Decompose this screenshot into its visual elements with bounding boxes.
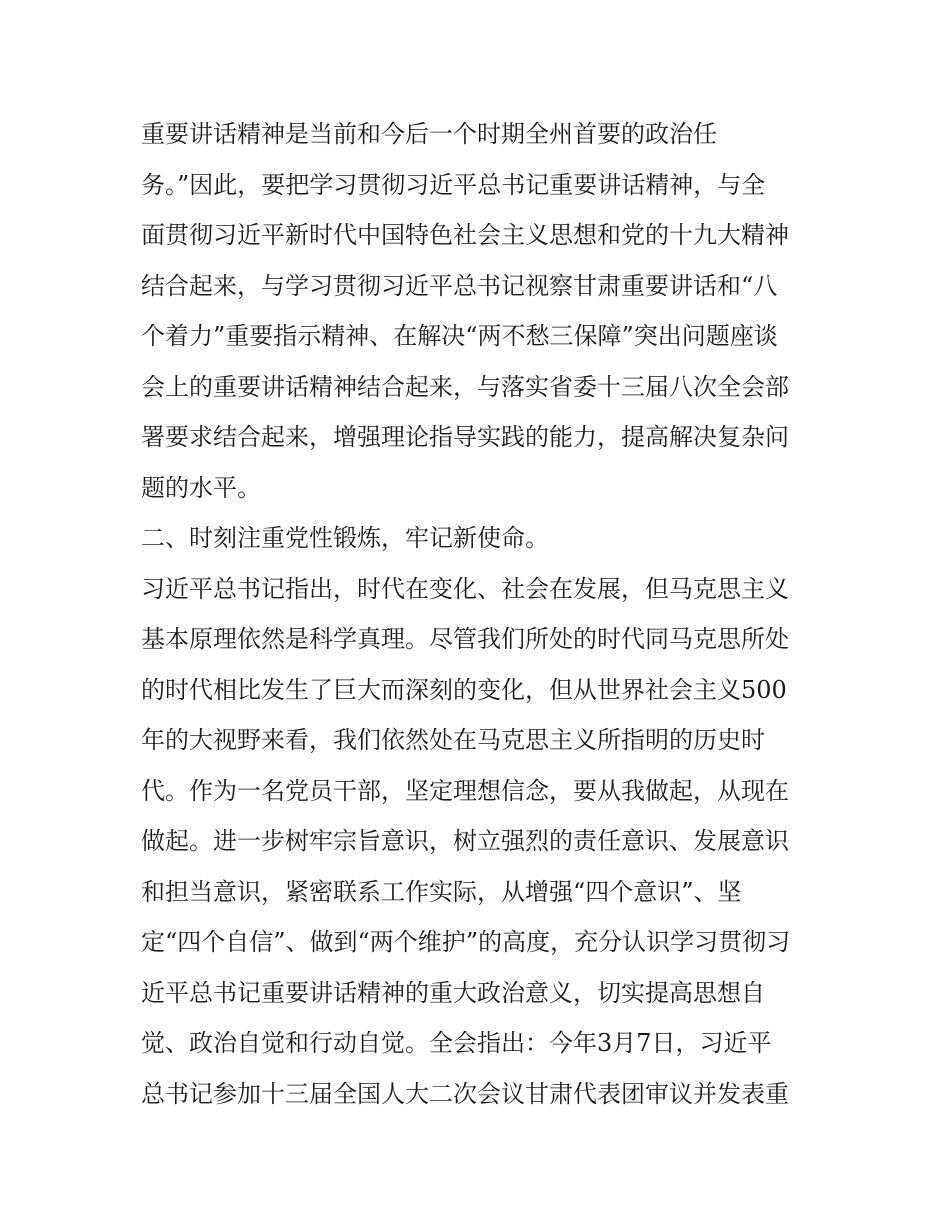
text-line: 和担当意识，紧密联系工作实际，从增强“四个意识”、坚 (141, 877, 742, 906)
text-line: 做起。进一步树牢宗旨意识，树立强烈的责任意识、发展意识 (141, 827, 789, 855)
text-line: 重要讲话精神是当前和今后一个时期全州首要的政治任 (141, 120, 717, 148)
text-line: 结合起来，与学习贯彻习近平总书记视察甘肃重要讲话和“八 (141, 271, 778, 300)
text-line: 题的水平。 (141, 473, 261, 502)
section-heading: 二、时刻注重党性锻炼，牢记新使命。 (141, 524, 549, 552)
text-line: 代。作为一名党员干部，坚定理想信念，要从我做起，从现在 (141, 776, 789, 805)
text-line: 个着力”重要指示精神、在解决“两不愁三保障”突出问题座谈 (141, 322, 778, 350)
text-line: 的时代相比发生了巨大而深刻的变化，但从世界社会主义500 (141, 675, 787, 704)
text-line: 基本原理依然是科学真理。尽管我们所处的时代同马克思所处 (141, 625, 789, 653)
text-line: 署要求结合起来，增强理论指导实践的能力，提高解决复杂问 (141, 423, 789, 451)
text-line: 近平总书记重要讲话精神的重大政治意义，切实提高思想自 (141, 978, 765, 1007)
text-line: 年的大视野来看，我们依然处在马克思主义所指明的历史时 (141, 726, 765, 754)
text-line: 会上的重要讲话精神结合起来，与落实省委十三届八次全会部 (141, 372, 789, 401)
text-line: 面贯彻习近平新时代中国特色社会主义思想和党的十九大精神 (141, 221, 789, 249)
text-line: 总书记参加十三届全国人大二次会议甘肃代表团审议并发表重 (141, 1079, 789, 1108)
document-body (141, 109, 821, 1119)
text-line: 务。”因此，要把学习贯彻习近平总书记重要讲话精神，与全 (141, 170, 766, 199)
text-line: 习近平总书记指出，时代在变化、社会在发展，但马克思主义 (141, 574, 789, 603)
text-line: 觉、政治自觉和行动自觉。全会指出：今年3月7日，习近平 (141, 1029, 772, 1057)
text-line: 定“四个自信”、做到“两个维护”的高度，充分认识学习贯彻习 (141, 928, 791, 956)
